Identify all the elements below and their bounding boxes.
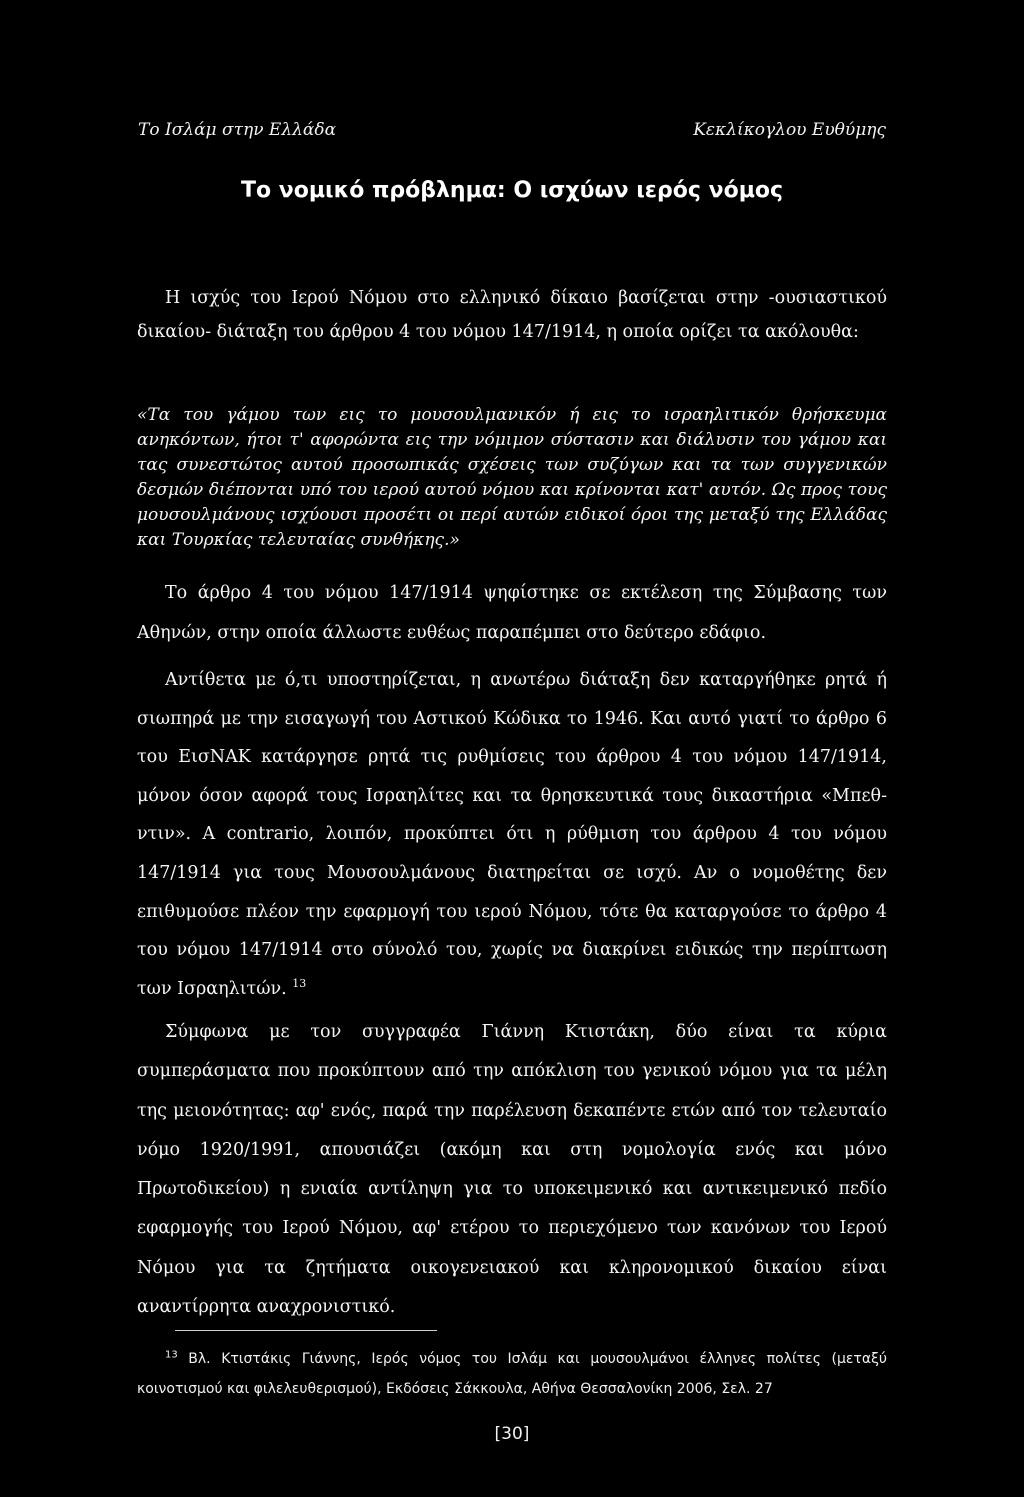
paragraph-civil-code-text: Αντίθετα με ό,τι υποστηρίζεται, η ανωτέρω διάταξη δεν καταργήθηκε ρητά ή σιωπηρά με την εισαγωγή του Αστικού Κώδικα το 1946. Και αυτό γιατί το άρθρο 6 του ΕισΝΑΚ κατάργησε ρητά τις ρυθμίσεις του άρθρου 4 του νόμου 147/1914, μόνον όσον αφορά τους Ισραηλίτες και τα θρησκευτικά τους δικαστήρια «Μπεθ-ντιν». A contrario, λοιπόν, προκύπτει ότι η ρύθμιση του άρθρου 4 του νόμου 147/1914 για τους Μουσουλμάνους διατηρείται σε ισχύ. Αν ο νομοθέτης δεν επιθυμούσε πλέον την εφαρμογή του ιερού Νόμου, τότε θα καταργούσε το άρθρο 4 του νόμου 147/1914 στο σύνολό του, χωρίς να διακρίνει ειδικώς την περίπτωση των Ισραηλιτών. [137, 670, 887, 999]
page-number: [30] [494, 1424, 530, 1444]
footnote-number: 13 [165, 1349, 178, 1361]
paragraph-conclusions: Σύμφωνα με τον συγγραφέα Γιάννη Κτιστάκη, δύο είναι τα κύρια συμπεράσματα που προκύπτουν από την απόκλιση του γενικού νόμου για τα μέλη της μειονότητας: αφ' ενός, παρά την παρέλευση δεκαπέντε ετών από τον τελευταίο νόμο 1920/1991, απουσιάζει (ακόμη και στη νομολογία ενός και μόνο Πρωτοδικείου) η ενιαία αντίληψη για το υποκειμενικό και αντικειμενικό πεδίο εφαρμογής του Ιερού Νόμου, αφ' ετέρου το περιεχόμενο των κανόνων του Ιερού Νόμου για τα ζητήματα οικογενειακού και κληρονομικού δικαίου είναι αναντίρρητα αναχρονιστικό. [137, 1022, 887, 1318]
section-title: Το νομικό πρόβλημα: Ο ισχύων ιερός νόμος [240, 178, 784, 203]
footnote-reference: 13 [292, 976, 307, 990]
paragraph-intro: Η ισχύς του Ιερού Νόμου στο ελληνικό δίκαιο βασίζεται στην -ουσιαστικού δικαίου- διάταξη του άρθρου 4 του νόμου 147/1914, η οποία ορίζει τα ακόλουθα: [137, 288, 887, 342]
quoted-law-text: «Τα του γάμου των εις το μουσουλμανικόν ή εις το ισραηλιτικόν θρήσκευμα ανηκόντων, ήτοι τ' αφορώντα εις την νόμιμον σύστασιν και διάλυσιν του γάμου και τας συνεστώτος αυτού προσωπικάς σχέσεις των συζύγων και τα των συγγενικών δεσμών διέπονται υπό του ιερού αυτού νόμου και κρίνονται κατ' αυτόν. Ως προς τους μουσουλμάνους ισχύουσι προσέτι οι περί αυτών ειδικοί όροι της μεταξύ της Ελλάδας και Τουρκίας τελευταίας συνθήκης.» [137, 405, 887, 550]
footnote-text: Βλ. Κτιστάκις Γιάννης, Ιερός νόμος του Ισλάμ και μουσουλμάνοι έλληνες πολίτες (μεταξύ κοινοτισμού και φιλελευθερισμού), Εκδόσεις Σάκκουλα, Αθήνα Θεσσαλονίκη 2006, Σελ. 27 [137, 1351, 887, 1397]
paragraph-civil-code [137, 661, 887, 1008]
running-header-title: Το Ισλάμ στην Ελλάδα [138, 120, 337, 140]
running-header-author: Κεκλίκογλου Ευθύμης [693, 120, 886, 140]
footnote [137, 1344, 887, 1404]
footnote-divider [175, 1330, 437, 1331]
paragraph-article-4: Το άρθρο 4 του νόμου 147/1914 ψηφίστηκε σε εκτέλεση της Σύμβασης των Αθηνών, στην οποία άλλωστε ευθέως παραπέμπει στο δεύτερο εδάφιο. [137, 583, 887, 643]
